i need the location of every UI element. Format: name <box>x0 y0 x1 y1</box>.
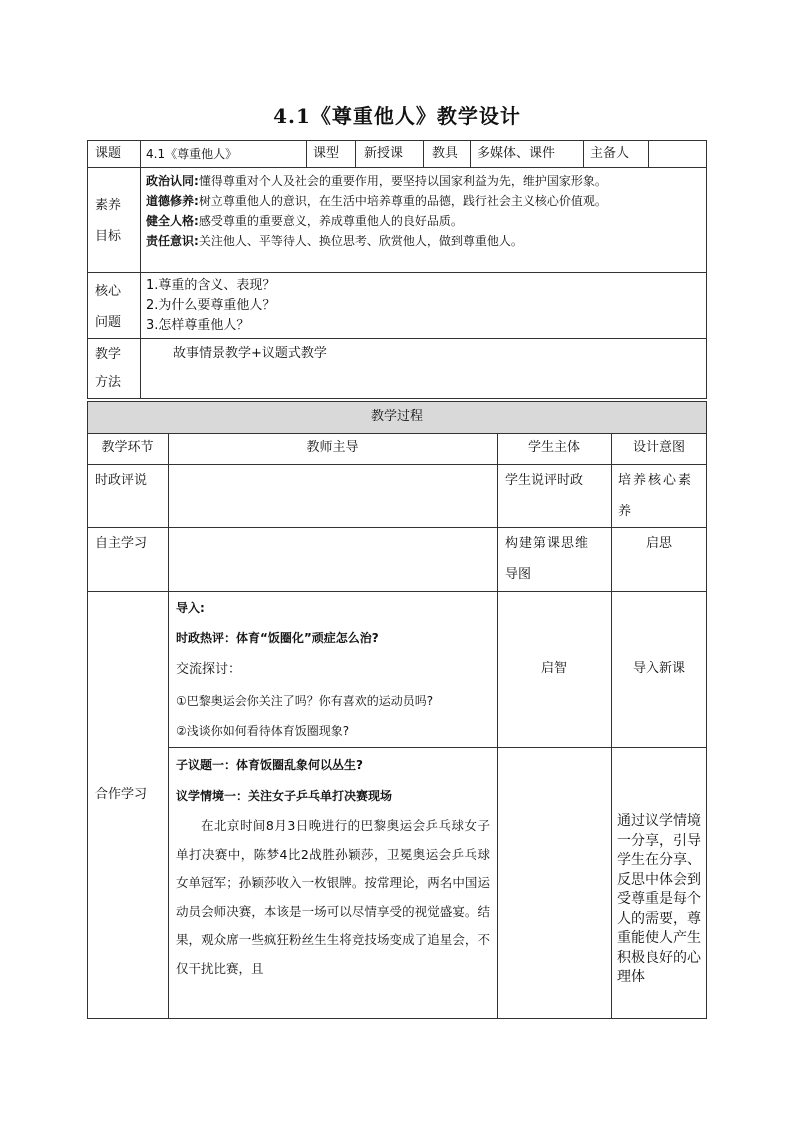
discussion-question: ①巴黎奥运会你关注了吗？你有喜欢的运动员吗? <box>176 694 434 708</box>
design-intent: 培养核心素 <box>618 473 694 488</box>
divider <box>306 140 307 168</box>
discuss-label: 交流探讨： <box>176 662 242 677</box>
label-title: 课题 <box>95 146 122 161</box>
label-tools: 教具 <box>432 146 459 161</box>
method-label-1: 教学 <box>95 347 122 362</box>
divider <box>87 591 707 592</box>
design-intent: 养 <box>618 504 632 519</box>
design-intent: 导入新课 <box>632 661 685 676</box>
design-intent: 启思 <box>645 536 672 551</box>
stage-label: 自主学习 <box>95 536 148 551</box>
column-header: 教师主导 <box>306 440 359 455</box>
page-title: 4.1《尊重他人》教学设计 <box>273 104 521 128</box>
stage-label: 时政评说 <box>95 473 148 488</box>
student-activity: 导图 <box>505 567 532 582</box>
divider <box>87 527 707 528</box>
divider <box>648 140 649 168</box>
scene-title: 议学情境一：关注女子乒乓单打决赛现场 <box>176 789 393 803</box>
divider <box>87 272 707 273</box>
literacy-line: 政治认同:懂得尊重对个人及社会的重要作用，要坚持以国家利益为先，维护国家形象。 <box>146 174 607 188</box>
student-activity: 学生说评时政 <box>505 473 584 488</box>
label-owner: 主备人 <box>590 146 630 161</box>
literacy-label-1: 素养 <box>95 198 122 213</box>
divider <box>611 433 612 1019</box>
core-question: 2.为什么要尊重他人？ <box>146 298 276 313</box>
method-text: 故事情景教学+议题式教学 <box>173 346 327 361</box>
value-type: 新授课 <box>364 146 404 161</box>
sub-topic: 子议题一：体育饭圈乱象何以丛生? <box>176 758 363 772</box>
core-question: 1.尊重的含义、表现？ <box>146 278 276 293</box>
column-header: 学生主体 <box>527 440 580 455</box>
value-title: 4.1《尊重他人》 <box>146 147 238 161</box>
divider <box>87 338 707 339</box>
divider <box>355 140 356 168</box>
scene-paragraph: 在北京时间8月3日晚进行的巴黎奥运会乒乓球女子单打决赛中，陈梦4比2战胜孙颖莎，卫冕奥运会乒乓球女单冠军；孙颖莎收入一枚银牌。按常理论，两名中国运动员会师决赛，本该是一场可以尽情享受的视觉盛宴。结果，观众席一些疯狂粉丝生生将竞技场变成了追星会，不仅干扰比赛，且 <box>176 818 490 976</box>
column-header: 教学环节 <box>101 440 154 455</box>
stage-label: 合作学习 <box>95 787 148 802</box>
intro-label: 导入: <box>176 601 205 615</box>
core-question: 3.怎样尊重他人？ <box>146 318 250 333</box>
hot-topic: 时政热评：体育“饭圈化”顽症怎么治? <box>176 631 379 645</box>
literacy-line: 责任意识:关注他人、平等待人、换位思考、欣赏他人，做到尊重他人。 <box>146 234 523 248</box>
literacy-line: 道德修养:树立尊重他人的意识，在生活中培养尊重的品德，践行社会主义核心价值观。 <box>146 194 607 208</box>
core-label-2: 问题 <box>95 315 122 330</box>
divider <box>87 167 707 168</box>
label-type: 课型 <box>313 146 340 161</box>
divider <box>470 140 471 168</box>
process-header: 教学过程 <box>370 409 423 424</box>
divider <box>497 433 498 1019</box>
divider <box>87 433 707 434</box>
column-header: 设计意图 <box>632 440 685 455</box>
student-activity: 构建第课思维 <box>505 536 590 551</box>
divider <box>423 140 424 168</box>
core-label-1: 核心 <box>95 284 122 299</box>
divider <box>140 140 141 399</box>
discussion-question: ②浅谈你如何看待体育饭圈现象? <box>176 724 350 738</box>
design-intent: 通过议学情境一分享，引导学生在分享、反思中体会到受尊重是每个人的需要，尊重能使人产生积极良好的心理体 <box>617 813 701 985</box>
divider <box>87 464 707 465</box>
student-activity: 启智 <box>540 661 567 676</box>
method-label-2: 方法 <box>95 375 122 390</box>
divider <box>168 747 707 748</box>
value-tools: 多媒体、课件 <box>477 146 556 161</box>
literacy-line: 健全人格:感受尊重的重要意义，养成尊重他人的良好品质。 <box>146 214 463 228</box>
divider <box>583 140 584 168</box>
divider <box>168 433 169 1019</box>
literacy-label-2: 目标 <box>95 229 122 244</box>
